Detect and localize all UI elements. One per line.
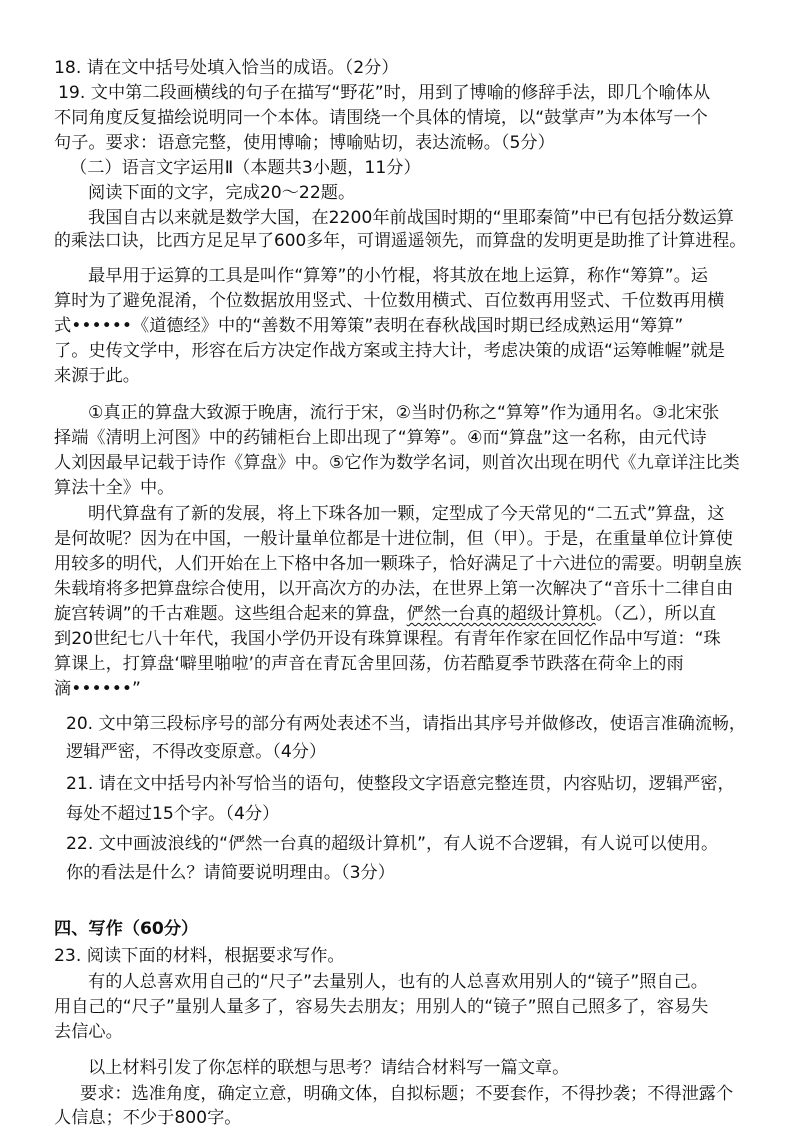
paragraph-4-line-2: 是何故呢？因为在中国，一般计量单位都是十进位制，但（甲）。于是，在重量单位计算使 bbox=[54, 529, 733, 549]
paragraph-2-line-2: 算时为了避免混淆，个位数据放用竖式、十位数用横式、百位数再用竖式、千位数再用横 bbox=[54, 291, 725, 311]
section-2-title: （二）语言文字运用Ⅱ（本题共3小题，11分） bbox=[70, 158, 421, 178]
question-18: 18. 请在文中括号处填入恰当的成语。（2分） bbox=[54, 58, 399, 78]
paragraph-4-text-a: 旋宫转调”的千古难题。这些组合起来的算盘， bbox=[54, 604, 407, 624]
material-line-2: 用自己的“尺子”量别人量多了，容易失去朋友；用别人的“镜子”照自己照多了，容易失 bbox=[54, 997, 709, 1017]
material-line-1: 有的人总喜欢用自己的“尺子”去量别人，也有的人总喜欢用别人的“镜子”照自己。 bbox=[88, 972, 708, 992]
requirements-line-2: 人信息；不少于800字。 bbox=[54, 1108, 242, 1128]
paragraph-4-line-4: 朱载堉将多把算盘综合使用，以开高次方的办法，在世界上第一次解决了“音乐十二律自由 bbox=[54, 579, 734, 599]
paragraph-1-line-1: 我国自古以来就是数学大国，在2200年前战国时期的“里耶秦简”中已有包括分数运算 bbox=[88, 208, 734, 228]
question-19-line-2: 不同角度反复描绘说明同一个本体。请围绕一个具体的情境，以“鼓掌声”为本体写一个 bbox=[54, 108, 708, 128]
question-20-line-2: 逻辑严密，不得改变原意。（4分） bbox=[66, 742, 327, 762]
question-20-line-1: 20. 文中第三段标序号的部分有两处表述不当，请指出其序号并做修改，使语言准确流畅， bbox=[66, 714, 746, 734]
paragraph-2-line-4: 了。史传文学中，形容在后方决定作战方案或主持大计，考虑决策的成语“运筹帷幄”就是 bbox=[54, 341, 725, 361]
writing-prompt: 以上材料引发了你怎样的联想与思考？请结合材料写一篇文章。 bbox=[88, 1058, 570, 1078]
paragraph-3-line-2: 择端《清明上河图》中的药铺柜台上即出现了“算筹”。④而“算盘”这一名称，由元代诗 bbox=[54, 428, 707, 448]
question-21-line-1: 21. 请在文中括号内补写恰当的语句，使整段文字语意完整连贯，内容贴切，逻辑严密， bbox=[66, 774, 735, 794]
question-22-line-1: 22. 文中画波浪线的“俨然一台真的超级计算机”，有人说不合逻辑，有人说可以使用。 bbox=[66, 834, 719, 854]
question-21-line-2: 每处不超过15个字。（4分） bbox=[66, 804, 280, 824]
section-4-title: 四、写作（60分） bbox=[54, 919, 199, 939]
paragraph-4-line-7: 算课上，打算盘‘噼里啪啦’的声音在青瓦舍里回荡，仿若酷夏季节跌落在荷伞上的雨 bbox=[54, 654, 684, 674]
section-2-instruction: 阅读下面的文字，完成20～22题。 bbox=[88, 183, 356, 203]
paragraph-3-line-1: ①真正的算盘大致源于晚唐，流行于宋，②当时仍称之“算筹”作为通用名。③北宋张 bbox=[88, 403, 720, 423]
paragraph-1-line-2: 的乘法口诀，比西方足足早了600多年，可谓遥遥领先，而算盘的发明更是助推了计算进程。 bbox=[54, 231, 747, 251]
question-22-line-2: 你的看法是什么？请简要说明理由。（3分） bbox=[66, 863, 395, 883]
question-19-line-3: 句子。要求：语意完整，使用博喻；博喻贴切，表达流畅。（5分） bbox=[54, 133, 555, 153]
paragraph-3-line-3: 人刘因最早记载于诗作《算盘》中。⑤它作为数学名词，则首次出现在明代《九章详注比类 bbox=[54, 453, 740, 473]
paragraph-3-line-4: 算法十全》中。 bbox=[54, 478, 175, 498]
paragraph-4-line-1: 明代算盘有了新的发展，将上下珠各加一颗，定型成了今天常见的“二五式”算盘，这 bbox=[88, 504, 725, 524]
paragraph-4-line-5 bbox=[54, 603, 716, 625]
material-line-3: 去信心。 bbox=[54, 1022, 123, 1042]
question-19-line-1: 19. 文中第二段画横线的句子在描写“野花”时，用到了博喻的修辞手法，即几个喻体从 bbox=[58, 83, 711, 103]
paragraph-4-line-6: 到20世纪七八十年代，我国小学仍开设有珠算课程。有青年作家在回忆作品中写道：“珠 bbox=[54, 629, 721, 649]
paragraph-4-line-3: 用较多的明代，人们开始在上下格中各加一颗珠子，恰好满足了十六进位的需要。明朝皇族 bbox=[54, 554, 742, 574]
paragraph-4-text-b: 。（乙），所以直 bbox=[595, 604, 717, 624]
paragraph-2-line-3: 式••••••《道德经》中的“善数不用筹策”表明在春秋战国时期已经成熟运用“筹算” bbox=[54, 316, 684, 336]
question-23: 23. 阅读下面的材料，根据要求写作。 bbox=[54, 946, 345, 966]
paragraph-2-line-5: 来源于此。 bbox=[54, 366, 140, 386]
paragraph-4-line-8: 滴••••••” bbox=[54, 679, 141, 699]
requirements-line-1: 要求：选准角度，确定立意，明确文体，自拟标题；不要套作，不得抄袭；不得泄露个 bbox=[80, 1084, 734, 1104]
wavy-underlined-phrase: 俨然一台真的超级计算机 bbox=[406, 604, 596, 624]
paragraph-2-line-1: 最早用于运算的工具是叫作“算筹”的小竹棍，将其放在地上运算，称作“筹算”。运 bbox=[88, 266, 708, 286]
